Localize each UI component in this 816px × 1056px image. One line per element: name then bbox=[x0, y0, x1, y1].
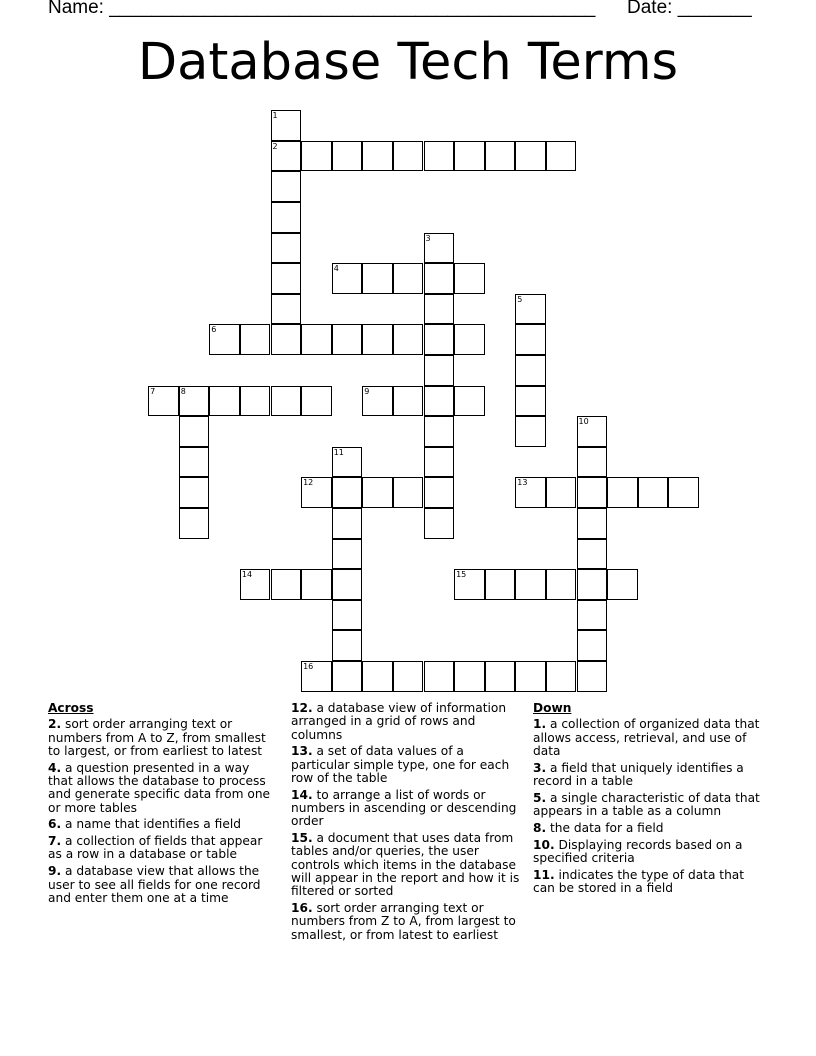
crossword-cell[interactable] bbox=[332, 600, 363, 631]
crossword-cell[interactable] bbox=[332, 630, 363, 661]
crossword-cell[interactable] bbox=[393, 263, 424, 294]
clue-number-label: 11 bbox=[333, 447, 344, 457]
clue-text: a field that uniquely identifies a record in a table bbox=[533, 760, 744, 788]
crossword-cell[interactable] bbox=[577, 477, 608, 508]
down-clue bbox=[533, 762, 769, 789]
clue-text: a single characteristic of data that appears in a table as a column bbox=[533, 790, 760, 819]
page-title: Database Tech Terms bbox=[137, 33, 679, 92]
crossword-cell[interactable] bbox=[424, 324, 455, 355]
crossword-cell[interactable] bbox=[271, 171, 302, 202]
clue-number-label: 4 bbox=[333, 264, 339, 274]
crossword-cell[interactable] bbox=[515, 661, 546, 692]
clue-number-label: 8 bbox=[180, 386, 186, 396]
crossword-cell[interactable] bbox=[546, 569, 577, 600]
across-clue bbox=[48, 762, 276, 815]
crossword-cell[interactable] bbox=[515, 324, 546, 355]
crossword-cell[interactable] bbox=[485, 661, 516, 692]
clue-number: 14. bbox=[291, 787, 313, 802]
crossword-cell[interactable] bbox=[179, 508, 210, 539]
crossword-cell[interactable] bbox=[332, 141, 363, 172]
crossword-cell[interactable] bbox=[332, 569, 363, 600]
crossword-cell[interactable] bbox=[577, 508, 608, 539]
crossword-cell[interactable] bbox=[515, 355, 546, 386]
crossword-cell[interactable] bbox=[362, 141, 393, 172]
crossword-cell[interactable] bbox=[332, 539, 363, 570]
crossword-cell[interactable] bbox=[454, 386, 485, 417]
crossword-cell[interactable] bbox=[515, 386, 546, 417]
crossword-cell[interactable] bbox=[424, 294, 455, 325]
crossword-cell[interactable] bbox=[148, 386, 179, 417]
clue-text: a name that identifies a field bbox=[61, 817, 241, 832]
crossword-cell[interactable] bbox=[393, 661, 424, 692]
clue-text: a document that uses data from tables and/or queries, the user controls which items in the database will appear in the report and how it is filtered or sorted bbox=[291, 831, 520, 899]
clue-number-label: 12 bbox=[303, 478, 314, 488]
clue-number-label: 7 bbox=[150, 386, 156, 396]
across-heading: Across bbox=[48, 701, 94, 715]
clue-number-label: 15 bbox=[456, 570, 467, 580]
clue-number-label: 16 bbox=[303, 662, 314, 671]
crossword-cell[interactable] bbox=[515, 477, 546, 508]
clue-number-label: 6 bbox=[211, 325, 217, 335]
crossword-cell[interactable] bbox=[301, 569, 332, 600]
across-clues-column-2 bbox=[291, 702, 523, 946]
crossword-cell[interactable] bbox=[301, 661, 332, 692]
crossword-cell[interactable] bbox=[271, 294, 302, 325]
crossword-cell[interactable] bbox=[393, 386, 424, 417]
crossword-cell[interactable] bbox=[485, 569, 516, 600]
name-field[interactable]: Name: ______________________________________________ bbox=[48, 0, 596, 18]
down-clue bbox=[533, 718, 769, 758]
crossword-cell[interactable] bbox=[271, 324, 302, 355]
down-clue bbox=[533, 839, 769, 866]
crossword-cell[interactable] bbox=[485, 141, 516, 172]
crossword-cell[interactable] bbox=[393, 324, 424, 355]
crossword-cell[interactable] bbox=[179, 447, 210, 478]
crossword-cell[interactable] bbox=[454, 324, 485, 355]
clue-number-label: 5 bbox=[517, 294, 523, 304]
clue-number-label: 1 bbox=[272, 111, 278, 121]
crossword-cell[interactable] bbox=[179, 477, 210, 508]
across-clues-column-1 bbox=[48, 702, 276, 909]
clue-number: 15. bbox=[291, 831, 313, 846]
crossword-cell[interactable] bbox=[607, 569, 638, 600]
crossword-cell[interactable] bbox=[393, 477, 424, 508]
crossword-cell[interactable] bbox=[332, 661, 363, 692]
down-heading: Down bbox=[533, 701, 572, 715]
clue-number: 1. bbox=[533, 717, 547, 732]
crossword-cell[interactable] bbox=[209, 324, 240, 355]
crossword-cell[interactable] bbox=[271, 202, 302, 233]
date-field[interactable]: Date: _______ bbox=[627, 0, 752, 18]
clue-text: sort order arranging text or numbers from Z to A, from largest to smallest, or from latest to earliest bbox=[291, 901, 516, 942]
crossword-cell[interactable] bbox=[424, 141, 455, 172]
clue-number: 7. bbox=[48, 834, 62, 849]
clue-number: 3. bbox=[533, 760, 547, 775]
across-clue bbox=[291, 789, 523, 829]
across-clue bbox=[291, 902, 523, 942]
crossword-cell[interactable] bbox=[271, 263, 302, 294]
crossword-cell[interactable] bbox=[362, 263, 393, 294]
across-clue bbox=[48, 835, 276, 862]
crossword-cell[interactable] bbox=[577, 416, 608, 447]
crossword-cell[interactable] bbox=[301, 141, 332, 172]
clue-number: 12. bbox=[291, 701, 313, 715]
crossword-cell[interactable] bbox=[271, 569, 302, 600]
down-clue bbox=[533, 822, 769, 835]
crossword-cell[interactable] bbox=[332, 324, 363, 355]
crossword-cell[interactable] bbox=[179, 386, 210, 417]
clue-number: 11. bbox=[533, 867, 555, 882]
crossword-cell[interactable] bbox=[546, 141, 577, 172]
crossword-cell[interactable] bbox=[577, 630, 608, 661]
clue-text: sort order arranging text or numbers from A to Z, from smallest to largest, or from earliest to latest bbox=[48, 717, 266, 758]
clue-number: 10. bbox=[533, 837, 555, 852]
crossword-cell[interactable] bbox=[577, 661, 608, 692]
clue-text: a question presented in a way that allows the database to process and generate specific data from one or more tables bbox=[48, 760, 271, 815]
crossword-cell[interactable] bbox=[332, 263, 363, 294]
clue-number: 9. bbox=[48, 864, 62, 879]
down-clues-column bbox=[533, 702, 769, 899]
crossword-cell[interactable] bbox=[424, 477, 455, 508]
across-clue bbox=[48, 818, 276, 831]
crossword-cell[interactable] bbox=[638, 477, 669, 508]
crossword-cell[interactable] bbox=[362, 477, 393, 508]
clue-number: 2. bbox=[48, 717, 62, 732]
crossword-cell[interactable] bbox=[424, 661, 455, 692]
crossword-cell[interactable] bbox=[301, 477, 332, 508]
crossword-cell[interactable] bbox=[515, 141, 546, 172]
clue-number-label: 10 bbox=[578, 417, 589, 427]
crossword-cell[interactable] bbox=[515, 416, 546, 447]
crossword-cell[interactable] bbox=[607, 477, 638, 508]
crossword-cell[interactable] bbox=[424, 355, 455, 386]
clue-number: 13. bbox=[291, 744, 313, 759]
crossword-cell[interactable] bbox=[515, 294, 546, 325]
crossword-cell[interactable] bbox=[454, 263, 485, 294]
crossword-cell[interactable] bbox=[424, 416, 455, 447]
crossword-cell[interactable] bbox=[271, 141, 302, 172]
clue-number: 5. bbox=[533, 790, 547, 805]
crossword-cell[interactable] bbox=[179, 416, 210, 447]
crossword-cell[interactable] bbox=[424, 233, 455, 264]
crossword-cell[interactable] bbox=[454, 141, 485, 172]
clue-text: a collection of fields that appear as a row in a database or table bbox=[48, 834, 263, 862]
crossword-cell[interactable] bbox=[240, 324, 271, 355]
crossword-cell[interactable] bbox=[332, 477, 363, 508]
clue-number-label: 3 bbox=[425, 233, 431, 243]
down-clue bbox=[533, 869, 769, 896]
across-clue bbox=[48, 718, 276, 758]
crossword-cell[interactable] bbox=[577, 447, 608, 478]
clue-number-label: 2 bbox=[272, 141, 278, 151]
crossword-cell[interactable] bbox=[668, 477, 699, 508]
crossword-cell[interactable] bbox=[240, 386, 271, 417]
crossword-cell[interactable] bbox=[424, 508, 455, 539]
clue-number: 16. bbox=[291, 901, 313, 916]
clue-text: a database view that allows the user to see all fields for one record and enter them one at a time bbox=[48, 864, 261, 905]
clue-text: a collection of organized data that allows access, retrieval, and use of data bbox=[533, 717, 760, 758]
clue-text: the data for a field bbox=[546, 820, 664, 835]
down-clue bbox=[533, 792, 769, 819]
crossword-cell[interactable] bbox=[424, 386, 455, 417]
across-clue bbox=[291, 702, 523, 742]
across-clue bbox=[291, 832, 523, 898]
crossword-cell[interactable] bbox=[240, 569, 271, 600]
clue-text: a set of data values of a particular simple type, one for each row of the table bbox=[291, 744, 510, 785]
crossword-cell[interactable] bbox=[424, 447, 455, 478]
crossword-cell[interactable] bbox=[271, 110, 302, 141]
crossword-cell[interactable] bbox=[271, 233, 302, 264]
crossword-cell[interactable] bbox=[301, 386, 332, 417]
clue-number-label: 14 bbox=[241, 570, 253, 580]
clue-text: Displaying records based on a specified criteria bbox=[533, 837, 743, 865]
crossword-cell[interactable] bbox=[393, 141, 424, 172]
crossword-cell[interactable] bbox=[209, 386, 240, 417]
across-clue bbox=[48, 865, 276, 905]
crossword-cell[interactable] bbox=[362, 324, 393, 355]
clue-number-label: 9 bbox=[364, 386, 370, 396]
crossword-cell[interactable] bbox=[577, 539, 608, 570]
crossword-cell[interactable] bbox=[362, 386, 393, 417]
clue-number: 6. bbox=[48, 817, 62, 832]
crossword-cell[interactable] bbox=[362, 661, 393, 692]
clue-text: indicates the type of data that can be stored in a field bbox=[533, 867, 745, 896]
clue-number: 8. bbox=[533, 820, 547, 835]
crossword-cell[interactable] bbox=[515, 569, 546, 600]
crossword-cell[interactable] bbox=[546, 477, 577, 508]
clue-number: 4. bbox=[48, 760, 62, 775]
crossword-cell[interactable] bbox=[424, 263, 455, 294]
clue-text: a database view of information arranged in a grid of rows and columns bbox=[291, 701, 507, 742]
crossword-cell[interactable] bbox=[454, 569, 485, 600]
across-clue bbox=[291, 745, 523, 785]
crossword-cell[interactable] bbox=[546, 661, 577, 692]
crossword-cell[interactable] bbox=[332, 447, 363, 478]
clue-text: to arrange a list of words or numbers in ascending or descending order bbox=[291, 787, 517, 829]
crossword-cell[interactable] bbox=[577, 569, 608, 600]
crossword-cell[interactable] bbox=[301, 324, 332, 355]
crossword-cell[interactable] bbox=[454, 661, 485, 692]
crossword-cell[interactable] bbox=[577, 600, 608, 631]
crossword-cell[interactable] bbox=[332, 508, 363, 539]
crossword-cell[interactable] bbox=[271, 386, 302, 417]
clue-number-label: 13 bbox=[517, 478, 528, 488]
